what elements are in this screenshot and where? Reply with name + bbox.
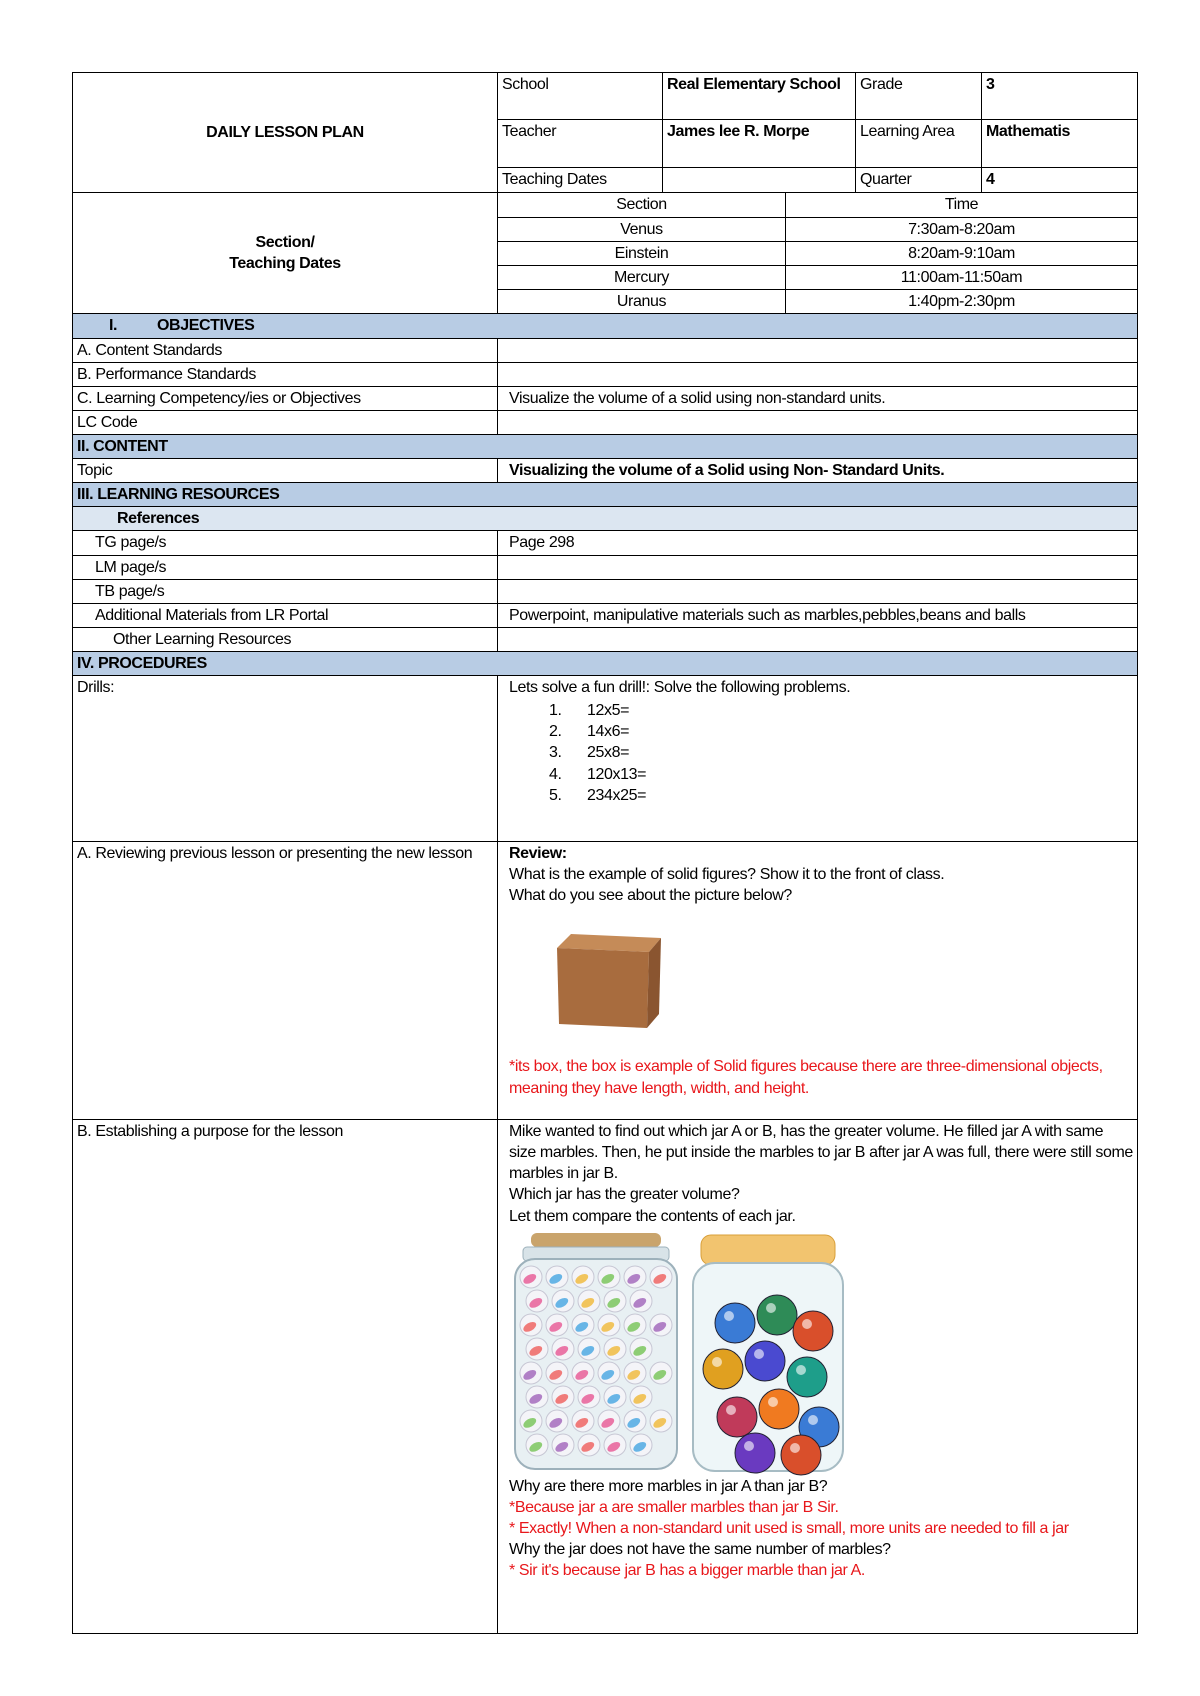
grade-value: 3: [982, 73, 1138, 120]
topic-label: Topic: [73, 459, 498, 483]
lr-portal-label: Additional Materials from LR Portal: [73, 603, 498, 627]
box-front-face: [557, 948, 649, 1028]
large-marble: [781, 1435, 821, 1475]
lm-label: LM page/s: [73, 555, 498, 579]
large-marble: [793, 1311, 833, 1351]
list-item: 5. 234x25=: [549, 786, 647, 804]
marble-highlight: [790, 1443, 800, 1453]
large-marble: [757, 1295, 797, 1335]
large-marble: [787, 1357, 827, 1397]
marble-highlight: [754, 1349, 764, 1359]
marble-highlight: [766, 1303, 776, 1313]
dates-value: [663, 168, 856, 193]
content-standards-label: A. Content Standards: [73, 338, 498, 362]
schedule-section: Venus: [498, 218, 786, 242]
lc-code-value: [498, 410, 1138, 434]
dates-label: Teaching Dates: [498, 168, 663, 193]
school-label: School: [498, 73, 663, 120]
review-question-1: What is the example of solid figures? Show it to the front of class.: [509, 866, 945, 884]
drills-list: [509, 700, 1133, 806]
content-heading: II. CONTENT: [73, 434, 1138, 458]
large-marble: [745, 1341, 785, 1381]
purpose-response-1: *Because jar a are smaller marbles than jar B Sir.: [509, 1498, 839, 1516]
performance-standards-value: [498, 362, 1138, 386]
marble-highlight: [726, 1405, 736, 1415]
teacher-label: Teacher: [498, 120, 663, 168]
other-resources-value: [498, 627, 1138, 651]
large-marble: [735, 1433, 775, 1473]
purpose-paragraph: Mike wanted to find out which jar A or B, has the greater volume. He filled jar A with same size marbles. Then, he put inside the marbles to jar B after jar A was full, there were still some marbles in jar B.: [509, 1123, 1133, 1183]
lr-portal-value: Powerpoint, manipulative materials such as marbles,pebbles,beans and balls: [498, 603, 1138, 627]
purpose-response-3: * Sir it's because jar B has a bigger marble than jar A.: [509, 1562, 865, 1580]
jar-a-lid: [531, 1233, 661, 1247]
purpose-question-3: Why the jar does not have the same number of marbles?: [509, 1540, 891, 1558]
tb-value: [498, 579, 1138, 603]
marble-jars-image: [509, 1231, 849, 1476]
marble-highlight: [802, 1319, 812, 1329]
purpose-label: B. Establishing a purpose for the lesson: [73, 1120, 498, 1634]
review-answer: *its box, the box is example of Solid figures because there are three-dimensional objects, meaning they have length, width, and height.: [509, 1058, 1103, 1097]
schedule-time: 7:30am-8:20am: [786, 218, 1138, 242]
schedule-section: Mercury: [498, 266, 786, 290]
schedule-section: Uranus: [498, 290, 786, 314]
lm-value: [498, 555, 1138, 579]
marble-highlight: [796, 1365, 806, 1375]
marble-highlight: [724, 1311, 734, 1321]
plan-title: DAILY LESSON PLAN: [73, 73, 498, 193]
section-column-header: Section: [498, 193, 786, 218]
objectives-heading: I. OBJECTIVES: [73, 314, 1138, 338]
lc-code-label: LC Code: [73, 410, 498, 434]
content-standards-value: [498, 338, 1138, 362]
quarter-label: Quarter: [856, 168, 982, 193]
purpose-question: Which jar has the greater volume?: [509, 1186, 740, 1204]
drills-label: Drills:: [73, 676, 498, 842]
school-value: Real Elementary School: [663, 73, 856, 120]
tg-label: TG page/s: [73, 531, 498, 555]
topic-value: Visualizing the volume of a Solid using Non- Standard Units.: [498, 459, 1138, 483]
procedures-heading: IV. PROCEDURES: [73, 651, 1138, 675]
large-marble: [715, 1303, 755, 1343]
jar-a: [515, 1233, 677, 1469]
section-dates-label: Section/ Teaching Dates: [73, 193, 498, 314]
competency-value: Visualize the volume of a solid using non-standard units.: [498, 386, 1138, 410]
other-resources-label: Other Learning Resources: [73, 627, 498, 651]
marble-highlight: [744, 1441, 754, 1451]
large-marble: [703, 1349, 743, 1389]
list-item: 2. 14x6=: [549, 723, 630, 741]
competency-label: C. Learning Competency/ies or Objectives: [73, 386, 498, 410]
tb-label: TB page/s: [73, 579, 498, 603]
marble-highlight: [768, 1397, 778, 1407]
purpose-question-2: Why are there more marbles in jar A than jar B?: [509, 1477, 828, 1495]
purpose-instruction: Let them compare the contents of each jar.: [509, 1207, 796, 1225]
marble-highlight: [808, 1415, 818, 1425]
lesson-plan-page: [72, 72, 1137, 1634]
resources-heading: III. LEARNING RESOURCES: [73, 483, 1138, 507]
review-cell: [498, 842, 1138, 1120]
grade-label: Grade: [856, 73, 982, 120]
large-marble: [759, 1389, 799, 1429]
large-marble: [717, 1397, 757, 1437]
cardboard-box-image: [553, 930, 665, 1034]
review-title: Review:: [509, 845, 567, 863]
jar-b-lid: [701, 1235, 835, 1265]
schedule-table: [72, 192, 1138, 314]
marble-highlight: [712, 1357, 722, 1367]
purpose-cell: [498, 1120, 1138, 1634]
review-label: A. Reviewing previous lesson or presenting the new lesson: [73, 842, 498, 1120]
list-item: 4. 120x13=: [549, 765, 647, 783]
references-heading: References: [73, 507, 1138, 531]
drills-intro: Lets solve a fun drill!: Solve the following problems.: [509, 679, 851, 697]
schedule-time: 1:40pm-2:30pm: [786, 290, 1138, 314]
time-column-header: Time: [786, 193, 1138, 218]
review-question-2: What do you see about the picture below?: [509, 887, 792, 905]
header-table: [72, 72, 1138, 193]
lesson-body-table: [72, 313, 1138, 1634]
list-item: 3. 25x8=: [549, 744, 630, 762]
schedule-time: 8:20am-9:10am: [786, 242, 1138, 266]
schedule-time: 11:00am-11:50am: [786, 266, 1138, 290]
performance-standards-label: B. Performance Standards: [73, 362, 498, 386]
quarter-value: 4: [982, 168, 1138, 193]
area-label: Learning Area: [856, 120, 982, 168]
jar-b: [693, 1235, 843, 1475]
area-value: Mathematis: [982, 120, 1138, 168]
list-item: 1. 12x5=: [549, 702, 630, 720]
purpose-response-2: * Exactly! When a non-standard unit used is small, more units are needed to fill a jar: [509, 1519, 1069, 1537]
tg-value: Page 298: [498, 531, 1138, 555]
drills-cell: [498, 676, 1138, 842]
teacher-value: James lee R. Morpe: [663, 120, 856, 168]
schedule-section: Einstein: [498, 242, 786, 266]
